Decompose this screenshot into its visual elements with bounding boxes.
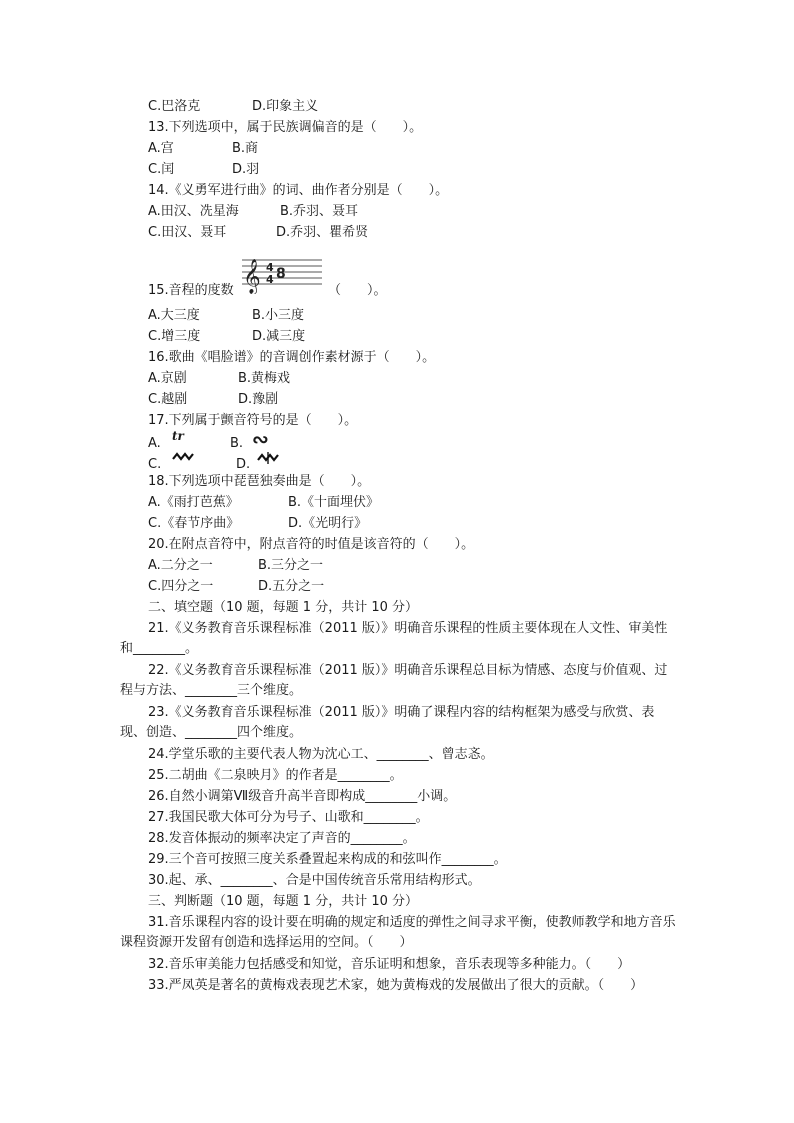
question-24: 24.学堂乐歌的主要代表人物为沈心工、________、曾志忞。 [148, 747, 494, 762]
option-14c: C.田汉、聂耳 [148, 225, 227, 240]
time-signature-bottom: 4 [266, 273, 274, 286]
question-15-blank: （ ）。 [328, 283, 387, 298]
question-18: 18.下列选项中琵琶独奏曲是（ ）。 [148, 474, 371, 489]
mordent-icon [172, 451, 194, 463]
question-22: 22.《义务教育音乐课程标准（2011 版）》明确音乐课程总目标为情感、态度与价值观、过程与方法、________三个维度。 [120, 663, 668, 698]
option-18d: D.《光明行》 [288, 516, 368, 531]
option-13b: B.商 [232, 141, 259, 156]
option-16d: D.豫剧 [238, 392, 279, 407]
option-15d: D.减三度 [252, 329, 306, 344]
option-18a: A.《雨打芭蕉》 [148, 495, 239, 510]
question-25: 25.二胡曲《二泉映月》的作者是________。 [148, 768, 403, 783]
interval-staff-notation [242, 252, 322, 294]
trill-icon: tr [172, 429, 184, 443]
question-13: 13.下列选项中，属于民族调偏音的是（ ）。 [148, 120, 423, 135]
question-21: 21.《义务教育音乐课程标准（2011 版）》明确音乐课程的性质主要体现在人文性、审美性和________。 [120, 621, 668, 656]
option-14d: D.乔羽、瞿希贤 [276, 225, 369, 240]
option-13a: A.宫 [148, 141, 174, 156]
option-20c: C.四分之一 [148, 579, 214, 594]
question-29: 29.三个音可按照三度关系叠置起来构成的和弦叫作________。 [148, 852, 507, 867]
option-17a: A. [148, 436, 161, 451]
option-12d: D.印象主义 [252, 99, 319, 114]
option-16b: B.黄梅戏 [238, 371, 291, 386]
option-15a: A.大三度 [148, 308, 200, 323]
option-17d: D. [236, 457, 251, 472]
question-23: 23.《义务教育音乐课程标准（2011 版）》明确了课程内容的结构框架为感受与欣赏、表现、创造、________四个维度。 [120, 705, 655, 740]
option-13c: C.闰 [148, 162, 175, 177]
option-16a: A.京剧 [148, 371, 187, 386]
option-20b: B.三分之一 [258, 558, 324, 573]
option-14b: B.乔羽、聂耳 [280, 204, 359, 219]
time-signature-top: 4 [266, 261, 274, 274]
section-heading-fill-in: 二、填空题（10 题，每题 1 分，共计 10 分） [148, 600, 419, 615]
option-17c: C. [148, 457, 162, 472]
option-13d: D.羽 [232, 162, 260, 177]
option-20d: D.五分之一 [258, 579, 325, 594]
option-15c: C.增三度 [148, 329, 201, 344]
option-20a: A.二分之一 [148, 558, 213, 573]
option-18c: C.《春节序曲》 [148, 516, 240, 531]
question-32: 32.音乐审美能力包括感受和知觉，音乐证明和想象，音乐表现等多种能力。（ ） [148, 957, 631, 972]
turn-icon: ∾ [252, 427, 269, 451]
question-27: 27.我国民歌大体可分为号子、山歌和________。 [148, 810, 429, 825]
question-33: 33.严凤英是著名的黄梅戏表现艺术家，她为黄梅戏的发展做出了很大的贡献。（ ） [148, 978, 644, 993]
question-20: 20.在附点音符中，附点音符的时值是该音符的（ ）。 [148, 537, 475, 552]
option-15b: B.小三度 [252, 308, 305, 323]
question-17: 17.下列属于颤音符号的是（ ）。 [148, 413, 358, 428]
option-18b: B.《十面埋伏》 [288, 495, 380, 510]
option-14a: A.田汉、冼星海 [148, 204, 239, 219]
option-17b: B. [230, 436, 244, 451]
question-31: 31.音乐课程内容的设计要在明确的规定和适度的弹性之间寻求平衡，使教师教学和地方音乐课程资源开发留有创造和选择运用的空间。（ ） [120, 915, 676, 950]
question-26: 26.自然小调第Ⅶ级音升高半音即构成________小调。 [148, 789, 457, 804]
option-12c: C.巴洛克 [148, 99, 201, 114]
treble-clef-icon: 𝄞 [243, 259, 261, 294]
section-heading-true-false: 三、判断题（10 题，每题 1 分，共计 10 分） [148, 894, 419, 909]
question-30: 30.起、承、________、合是中国传统音乐常用结构形式。 [148, 873, 481, 888]
question-16: 16.歌曲《唱脸谱》的音调创作素材源于（ ）。 [148, 350, 436, 365]
question-15: 15.音程的度数 [148, 283, 234, 298]
interval-notes: 8 [276, 266, 286, 282]
option-16c: C.越剧 [148, 392, 188, 407]
question-28: 28.发音体振动的频率决定了声音的________。 [148, 831, 416, 846]
inverted-mordent-icon [257, 451, 279, 465]
question-14: 14.《义勇军进行曲》的词、曲作者分别是（ ）。 [148, 183, 449, 198]
